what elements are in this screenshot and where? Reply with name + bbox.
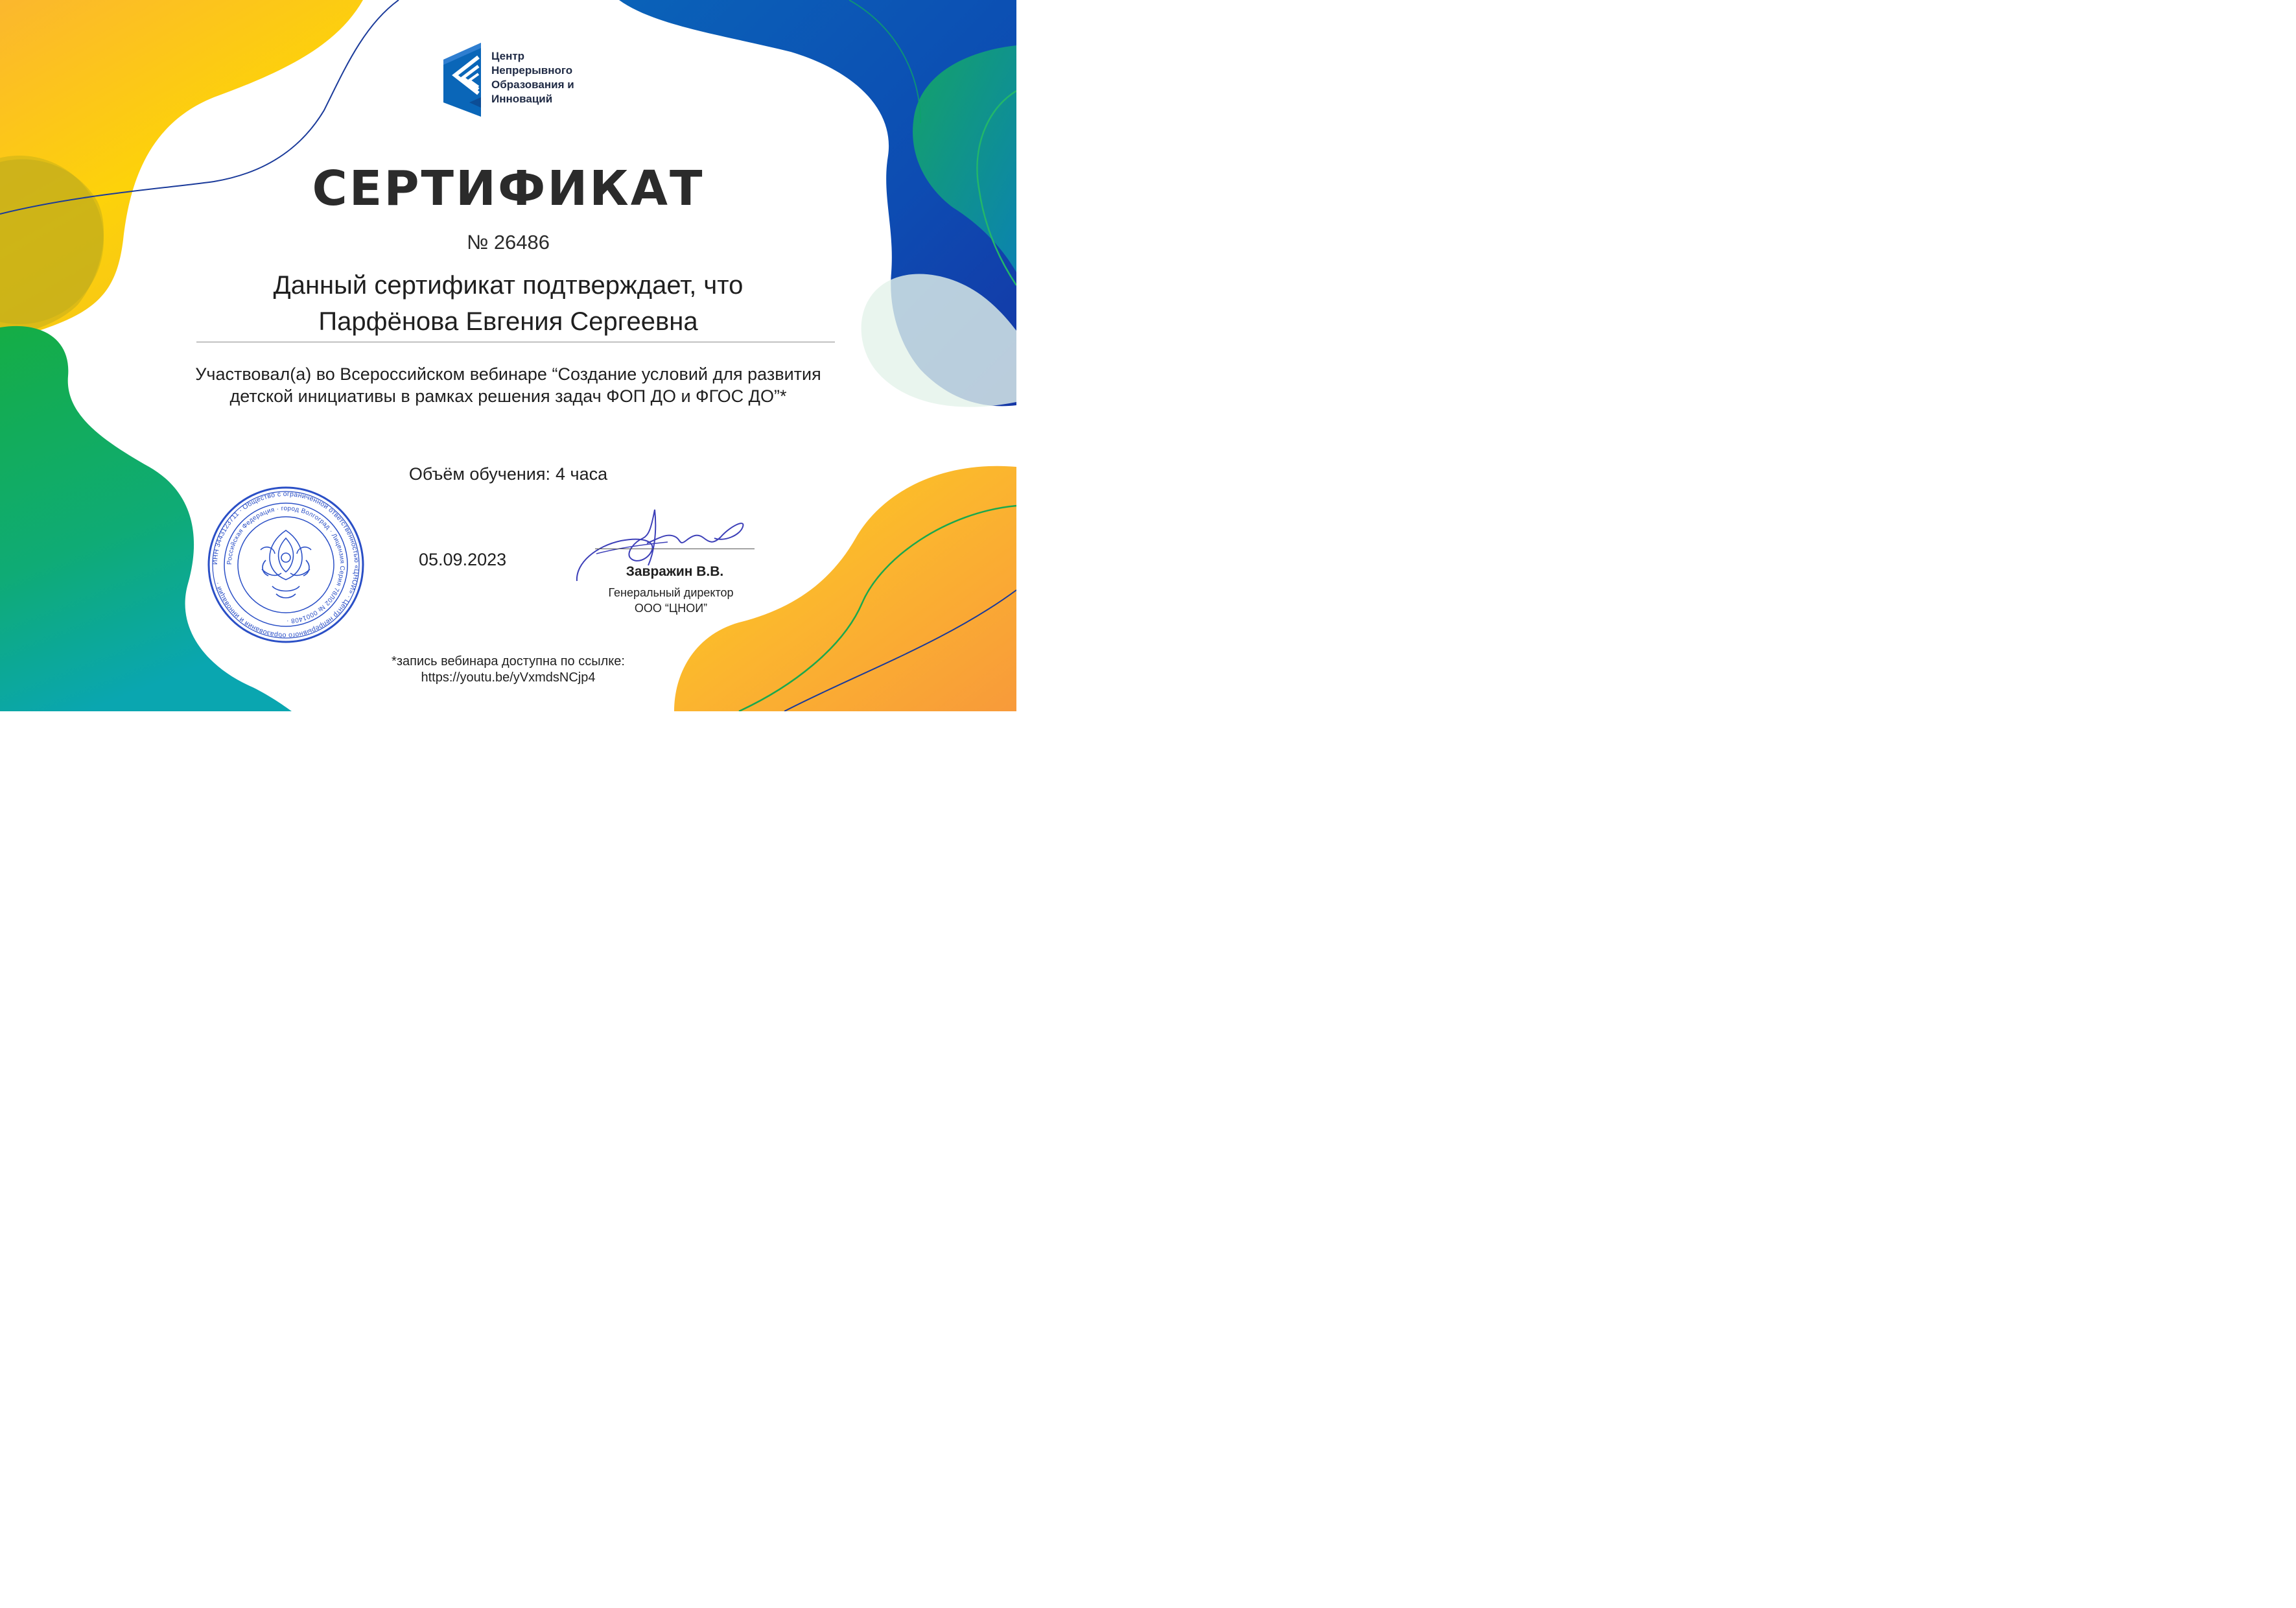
- company-name: ООО “ЦНОИ”: [634, 602, 708, 615]
- recipient-name: Парфёнова Евгения Сергеевна: [318, 307, 698, 336]
- logo-wordmark: [491, 49, 574, 106]
- svg-text:Российская Федерация · город В: [226, 505, 346, 624]
- position-line: Генеральный директор: [608, 586, 734, 599]
- hours-value: 4 часа: [555, 464, 608, 484]
- logo-line: Непрерывного: [491, 64, 573, 77]
- stamp-emblem-icon: [261, 530, 311, 598]
- footnote-text: *запись вебинара доступна по ссылке:: [392, 654, 625, 668]
- official-stamp: [206, 485, 366, 644]
- confirmation-text: Данный сертификат подтверждает, что: [273, 271, 744, 300]
- recording-footnote: [0, 654, 1016, 686]
- hours-label: Объём обучения:: [408, 464, 550, 484]
- training-hours: [0, 464, 1016, 484]
- webinar-link[interactable]: https://youtu.be/yVxmdsNCjp4: [421, 670, 596, 685]
- stamp-inner-text: Российская Федерация · город Волгоград · Лицензия Серия 78Л02 № 0001408 ·: [226, 504, 346, 625]
- logo-line: Центр: [491, 50, 525, 62]
- certificate-number: № 26486: [466, 231, 550, 254]
- issue-date: 05.09.2023: [419, 550, 507, 569]
- description-line: детской инициативы в рамках решения задач ФОП ДО и ФГОС ДО”*: [229, 386, 787, 406]
- signatory-position: [577, 585, 765, 616]
- certificate-title: СЕРТИФИКАТ: [312, 161, 705, 217]
- logo-line: Образования и: [491, 78, 574, 91]
- description-line: Участвовал(а) во Всероссийском вебинаре “Создание условий для развития: [195, 364, 821, 384]
- svg-text:ИНН 3443123711 · Общество с ог: [211, 490, 360, 639]
- stamp-outer-text: ИНН 3443123711 · Общество с ограниченной ответственностью «ЦНОИ» · Центр непрерывного образования и инноваций ·: [211, 490, 361, 640]
- certificate-page: [0, 0, 1016, 711]
- signatory-name: Завражин В.В.: [626, 564, 724, 579]
- logo-line: Инноваций: [491, 93, 553, 105]
- event-description: [0, 363, 1016, 407]
